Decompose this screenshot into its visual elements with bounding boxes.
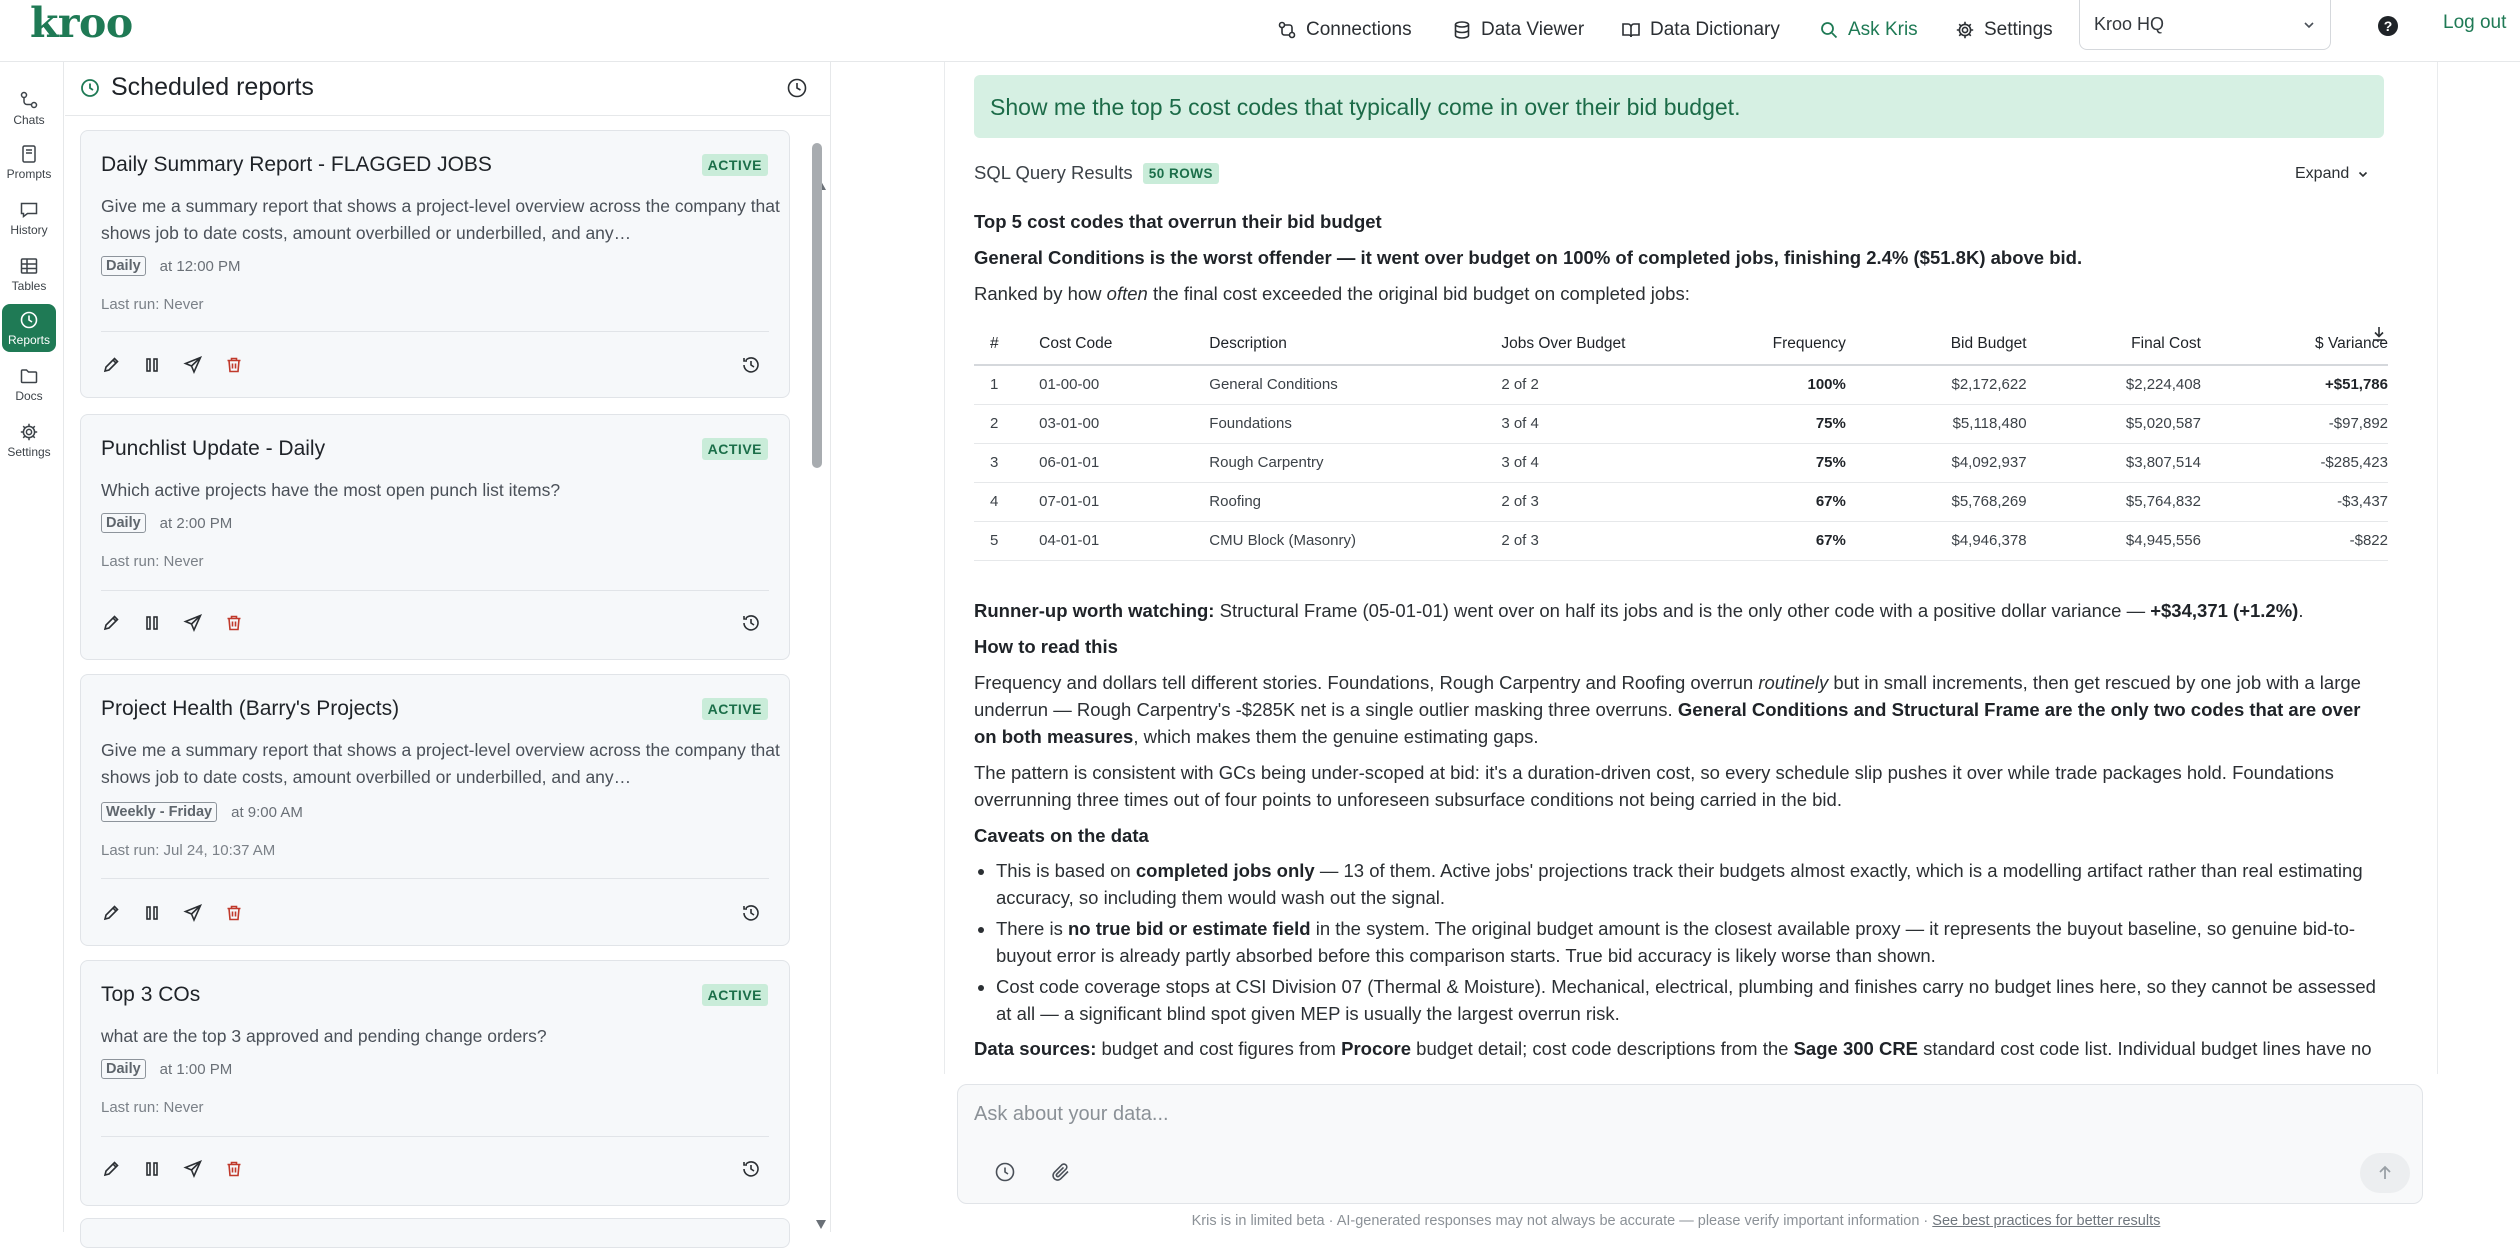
runner-up-label: Runner-up worth watching: <box>974 599 1215 621</box>
table-cell: $5,768,269 <box>1846 482 2027 521</box>
organization-select[interactable] <box>2079 0 2331 50</box>
rail-label-chats: Chats <box>13 112 45 127</box>
how-to-read-heading: How to read this <box>974 635 1118 657</box>
gear-icon <box>1955 20 1975 40</box>
table-cell: $5,764,832 <box>2027 482 2201 521</box>
runner-up-end: . <box>2298 599 2304 621</box>
svg-text:?: ? <box>2383 18 2393 34</box>
table-header: Final Cost <box>2027 323 2201 365</box>
rail-label-settings: Settings <box>7 444 51 459</box>
report-schedule <box>101 802 303 822</box>
schedule-clock-icon[interactable] <box>994 1161 1016 1183</box>
schedule-time: at 12:00 PM <box>159 257 241 275</box>
caveat-bold: no true bid or estimate field <box>1067 917 1311 939</box>
expand-label: Expand <box>2295 165 2350 182</box>
rail-label-tables: Tables <box>11 278 47 293</box>
rail-item-history[interactable] <box>2 194 56 242</box>
pause-icon[interactable] <box>142 355 162 375</box>
report-actions <box>101 903 244 923</box>
paperclip-icon[interactable] <box>1050 1161 1072 1183</box>
top-bar <box>0 0 2520 62</box>
rail-item-reports[interactable] <box>2 304 56 352</box>
caveat-bold: completed jobs only <box>1135 859 1315 881</box>
answer-title: Top 5 cost codes that overrun their bid budget <box>974 211 1382 232</box>
how-p1-em: routinely <box>1758 671 1829 693</box>
how-to-read-paragraph <box>974 669 2386 750</box>
last-run: Last run: Never <box>101 553 204 570</box>
pause-icon[interactable] <box>142 1159 162 1179</box>
report-card[interactable] <box>80 1218 790 1248</box>
reports-header <box>65 62 831 116</box>
scrollbar-thumb[interactable] <box>812 143 822 468</box>
ranked-pre: Ranked by how <box>974 283 1107 304</box>
divider <box>101 1136 769 1137</box>
nav-ask-kris-label: Ask Kris <box>1848 19 1918 40</box>
table-cell: 04-01-01 <box>1039 521 1209 560</box>
rail-label-reports: Reports <box>7 332 51 347</box>
table-cell: 03-01-00 <box>1039 404 1209 443</box>
delete-icon[interactable] <box>224 613 244 633</box>
table-cell: +$51,786 <box>2201 365 2388 404</box>
send-icon[interactable] <box>183 613 203 633</box>
edit-icon[interactable] <box>101 355 121 375</box>
send-icon[interactable] <box>183 903 203 923</box>
table-cell: -$285,423 <box>2201 443 2388 482</box>
report-actions <box>101 613 244 633</box>
table-cell: 2 of 2 <box>1501 365 1711 404</box>
ranked-note <box>974 280 2386 307</box>
rail-label-prompts: Prompts <box>6 166 52 181</box>
caveat-item <box>996 915 2386 969</box>
organization-select-value: Kroo HQ <box>2094 14 2165 34</box>
table-cell: -$3,437 <box>2201 482 2388 521</box>
send-icon[interactable] <box>183 1159 203 1179</box>
frequency-badge: Daily <box>101 513 146 533</box>
rail-item-docs[interactable] <box>2 360 56 408</box>
edit-icon[interactable] <box>101 903 121 923</box>
nav-data-viewer-label: Data Viewer <box>1481 19 1585 40</box>
chat-input[interactable] <box>974 1099 2394 1129</box>
report-card[interactable] <box>80 130 790 398</box>
table-cell: 3 of 4 <box>1501 443 1711 482</box>
disclaimer <box>832 1213 2520 1229</box>
rail-item-tables[interactable] <box>2 250 56 298</box>
run-history-icon[interactable] <box>741 613 761 633</box>
results-table <box>974 323 2388 561</box>
send-button[interactable] <box>2360 1153 2410 1193</box>
table-header-row <box>974 323 2388 365</box>
table-cell: General Conditions <box>1209 365 1501 404</box>
ranked-emphasis: often <box>1106 283 1148 304</box>
table-cell: 2 of 3 <box>1501 482 1711 521</box>
schedule-time: at 9:00 AM <box>231 803 303 821</box>
frequency-badge: Daily <box>101 1059 146 1079</box>
reports-title: Scheduled reports <box>111 73 314 101</box>
report-description: Give me a summary report that shows a project-level overview across the company that shows job to date costs, amount overbilled or underbilled, and any… <box>101 196 780 243</box>
answer-headline: General Conditions is the worst offender — it went over budget on 100% of completed jobs, finishing 2.4% ($51.8K) above bid. <box>974 247 2083 268</box>
rail-item-settings[interactable] <box>2 416 56 464</box>
sources-sage: Sage 300 CRE <box>1793 1037 1919 1059</box>
folder-icon <box>19 366 39 386</box>
caveat-item: • Cost code coverage stops at CSI Division 07 (Thermal & Moisture). Mechanical, electrical, plumbing and finishes carry no budget lines here, so they cannot be assessed at all — a significant blind spot given MEP is usually the largest overrun risk. <box>996 973 2386 1027</box>
pause-icon[interactable] <box>142 613 162 633</box>
runner-up-paragraph <box>974 597 2386 624</box>
how-p1-a: Frequency and dollars tell different stories. Foundations, Rough Carpentry and Roofing overrun <box>974 671 1759 693</box>
nav-connections[interactable] <box>1277 12 1412 48</box>
nav-data-dictionary-label: Data Dictionary <box>1650 19 1780 40</box>
report-description: Give me a summary report that shows a project-level overview across the company that shows job to date costs, amount overbilled or underbilled, and any… <box>101 740 780 787</box>
delete-icon[interactable] <box>224 355 244 375</box>
report-schedule <box>101 513 232 533</box>
report-card[interactable] <box>80 960 790 1206</box>
disclaimer-text: Kris is in limited beta · AI-generated responses may not always be accurate — please verify important information · <box>1191 1213 1933 1229</box>
logout-link[interactable]: Log out <box>2443 12 2507 33</box>
last-run: Last run: Never <box>101 296 204 313</box>
report-card[interactable] <box>80 674 790 946</box>
table-header <box>2201 323 2388 365</box>
caveat-text: This is based on <box>996 859 1136 881</box>
table-cell: 01-00-00 <box>1039 365 1209 404</box>
table-cell: 3 of 4 <box>1501 404 1711 443</box>
edit-icon[interactable] <box>101 613 121 633</box>
table-cell: 67% <box>1711 521 1845 560</box>
table-header: Description <box>1209 323 1501 365</box>
caveat-text: in the system. The original budget amount is the closest available proxy — it represents the buyout baseline, so genuine bid-to-buyout error is already partly absorbed before this comparison starts. True bid accuracy is likely worse than shown. <box>996 917 2356 966</box>
report-title: Top 3 COs <box>101 983 201 1006</box>
prompts-icon <box>19 144 39 164</box>
report-actions <box>101 1159 244 1179</box>
table-cell: 75% <box>1711 443 1845 482</box>
table-cell: -$822 <box>2201 521 2388 560</box>
run-history-icon[interactable] <box>741 1159 761 1179</box>
table-cell: $5,020,587 <box>2027 404 2201 443</box>
table-cell: 4 <box>974 482 1039 521</box>
database-icon <box>1452 20 1472 40</box>
data-sources-paragraph <box>974 1035 2386 1062</box>
table-cell: 5 <box>974 521 1039 560</box>
table-cell: $5,118,480 <box>1846 404 2027 443</box>
table-cell: $3,807,514 <box>2027 443 2201 482</box>
chevron-down-icon <box>2357 168 2369 180</box>
table-cell: $4,092,937 <box>1846 443 2027 482</box>
assistant-answer <box>974 208 2386 1062</box>
report-description: what are the top 3 approved and pending change orders? <box>101 1026 547 1046</box>
delete-icon[interactable] <box>224 1159 244 1179</box>
table-cell: 1 <box>974 365 1039 404</box>
download-icon[interactable] <box>2370 325 2388 343</box>
search-icon <box>1819 20 1839 40</box>
table-header: Bid Budget <box>1846 323 2027 365</box>
connections-icon <box>1277 20 1297 40</box>
kroo-logo[interactable]: kroo <box>30 0 133 47</box>
table-cell: -$97,892 <box>2201 404 2388 443</box>
report-title: Daily Summary Report - FLAGGED JOBS <box>101 153 492 176</box>
table-row <box>974 443 2388 482</box>
schedule-time: at 2:00 PM <box>159 514 233 532</box>
run-history-icon[interactable] <box>741 355 761 375</box>
nav-settings-label: Settings <box>1984 19 2053 40</box>
variance-header-label: $ Variance <box>2315 335 2388 352</box>
table-cell: 67% <box>1711 482 1845 521</box>
rail-item-prompts[interactable] <box>2 138 56 186</box>
divider <box>101 878 769 879</box>
nav-connections-label: Connections <box>1306 19 1412 40</box>
message-column <box>944 62 2438 1074</box>
sql-results-label: SQL Query Results <box>974 162 1133 183</box>
table-cell: $2,224,408 <box>2027 365 2201 404</box>
frequency-badge: Daily <box>101 256 146 276</box>
table-cell: $4,946,378 <box>1846 521 2027 560</box>
report-title: Punchlist Update - Daily <box>101 437 326 460</box>
sources-procore: Procore <box>1341 1037 1412 1059</box>
table-cell: $2,172,622 <box>1846 365 2027 404</box>
frequency-badge: Weekly - Friday <box>101 802 217 822</box>
table-cell: Rough Carpentry <box>1209 443 1501 482</box>
rows-badge: 50 ROWS <box>1143 163 1219 184</box>
status-badge: ACTIVE <box>702 154 768 176</box>
nav-data-viewer[interactable] <box>1452 12 1584 48</box>
last-run: Last run: Jul 24, 10:37 AM <box>101 842 276 859</box>
pattern-paragraph: The pattern is consistent with GCs being under-scoped at bid: it's a duration-driven cost, so every schedule slip pushes it over while trade packages hold. Foundations overrunning three times out of four points to unforeseen subsurface conditions not being carried in the bid. <box>974 761 2334 810</box>
table-cell: 100% <box>1711 365 1845 404</box>
sources-text: budget detail; cost code descriptions from the <box>1411 1037 1794 1059</box>
sql-results-header <box>974 162 1219 184</box>
report-description: Which active projects have the most open punch list items? <box>101 480 561 500</box>
send-icon[interactable] <box>183 355 203 375</box>
caveat-text: — 13 of them. Active jobs' projections track their budgets almost exactly, which is a modelling artifact rather than real estimating accuracy, so including them would wash out the signal. <box>996 859 2363 908</box>
pause-icon[interactable] <box>142 903 162 923</box>
table-cell: 06-01-01 <box>1039 443 1209 482</box>
clock-icon <box>19 310 39 330</box>
gear-icon <box>19 422 39 442</box>
edit-icon[interactable] <box>101 1159 121 1179</box>
table-cell: 75% <box>1711 404 1845 443</box>
runner-up-text: Structural Frame (05-01-01) went over on half its jobs and is the only other code with a positive dollar variance — <box>1214 599 2151 621</box>
table-row <box>974 365 2388 404</box>
table-cell: 2 <box>974 404 1039 443</box>
nav-data-dictionary[interactable] <box>1621 12 1780 48</box>
how-p1-bold: General Conditions and Structural Frame are the only two codes that are over on both measures <box>974 698 2361 747</box>
run-history-icon[interactable] <box>741 903 761 923</box>
table-cell: 07-01-01 <box>1039 482 1209 521</box>
table-cell: 3 <box>974 443 1039 482</box>
status-badge: ACTIVE <box>702 698 768 720</box>
status-badge: ACTIVE <box>702 438 768 460</box>
runner-up-value: +$34,371 (+1.2%) <box>2150 599 2299 621</box>
ranked-post: the final cost exceeded the original bid budget on completed jobs: <box>1147 283 1690 304</box>
divider <box>101 331 769 332</box>
report-card[interactable] <box>80 414 790 660</box>
arrow-up-icon <box>2376 1164 2394 1182</box>
sources-text: budget and cost figures from <box>1096 1037 1342 1059</box>
nav-ask-kris[interactable] <box>1819 12 1918 48</box>
how-p1-b: but in small increments, then get rescued by one job with a large underrun — Rough Carpentry's -$285K net is a single outlier masking three overruns. <box>974 671 2361 720</box>
table-header: # <box>974 323 1039 365</box>
rail-label-docs: Docs <box>15 388 43 403</box>
rail-label-history: History <box>10 222 48 237</box>
table-icon <box>19 256 39 276</box>
report-title: Project Health (Barry's Projects) <box>101 697 400 720</box>
scheduled-reports-panel <box>65 62 831 1232</box>
table-row <box>974 521 2388 560</box>
caveats-list <box>996 857 2386 1027</box>
sources-label: Data sources: <box>974 1037 1097 1059</box>
history-icon[interactable] <box>786 77 808 99</box>
caveat-item <box>996 857 2386 911</box>
history-chat-icon <box>19 200 39 220</box>
expand-button[interactable] <box>2295 165 2369 183</box>
last-run: Last run: Never <box>101 1099 204 1116</box>
table-cell: Foundations <box>1209 404 1501 443</box>
caveat-text: There is <box>996 917 1068 939</box>
table-row <box>974 404 2388 443</box>
chat-area <box>832 62 2520 1232</box>
chat-composer <box>957 1084 2423 1204</box>
table-row <box>974 482 2388 521</box>
user-message: Show me the top 5 cost codes that typically come in over their bid budget. <box>974 75 2384 138</box>
report-schedule <box>101 1059 232 1079</box>
chevron-down-icon <box>2302 18 2316 32</box>
table-cell: $4,945,556 <box>2027 521 2201 560</box>
how-p1-c: , which makes them the genuine estimating gaps. <box>1133 725 1539 747</box>
caveats-heading: Caveats on the data <box>974 824 1149 846</box>
delete-icon[interactable] <box>224 903 244 923</box>
left-rail <box>0 62 64 1232</box>
table-header: Jobs Over Budget <box>1501 323 1711 365</box>
table-cell: CMU Block (Masonry) <box>1209 521 1501 560</box>
table-header: Frequency <box>1711 323 1845 365</box>
table-cell: 2 of 3 <box>1501 521 1711 560</box>
report-actions <box>101 355 244 375</box>
nav-settings[interactable] <box>1955 12 2053 48</box>
table-header: Cost Code <box>1039 323 1209 365</box>
best-practices-link[interactable]: See best practices for better results <box>1932 1213 2161 1229</box>
schedule-time: at 1:00 PM <box>159 1060 233 1078</box>
rail-item-chats[interactable] <box>2 84 56 132</box>
divider <box>101 590 769 591</box>
chats-icon <box>19 90 39 110</box>
sources-text: standard cost code list. Individual budget lines have no <box>1918 1037 2372 1059</box>
help-icon[interactable] <box>2376 14 2400 38</box>
table-cell: Roofing <box>1209 482 1501 521</box>
book-icon <box>1621 20 1641 40</box>
status-badge: ACTIVE <box>702 984 768 1006</box>
report-schedule <box>101 256 241 276</box>
clock-icon <box>80 78 100 98</box>
